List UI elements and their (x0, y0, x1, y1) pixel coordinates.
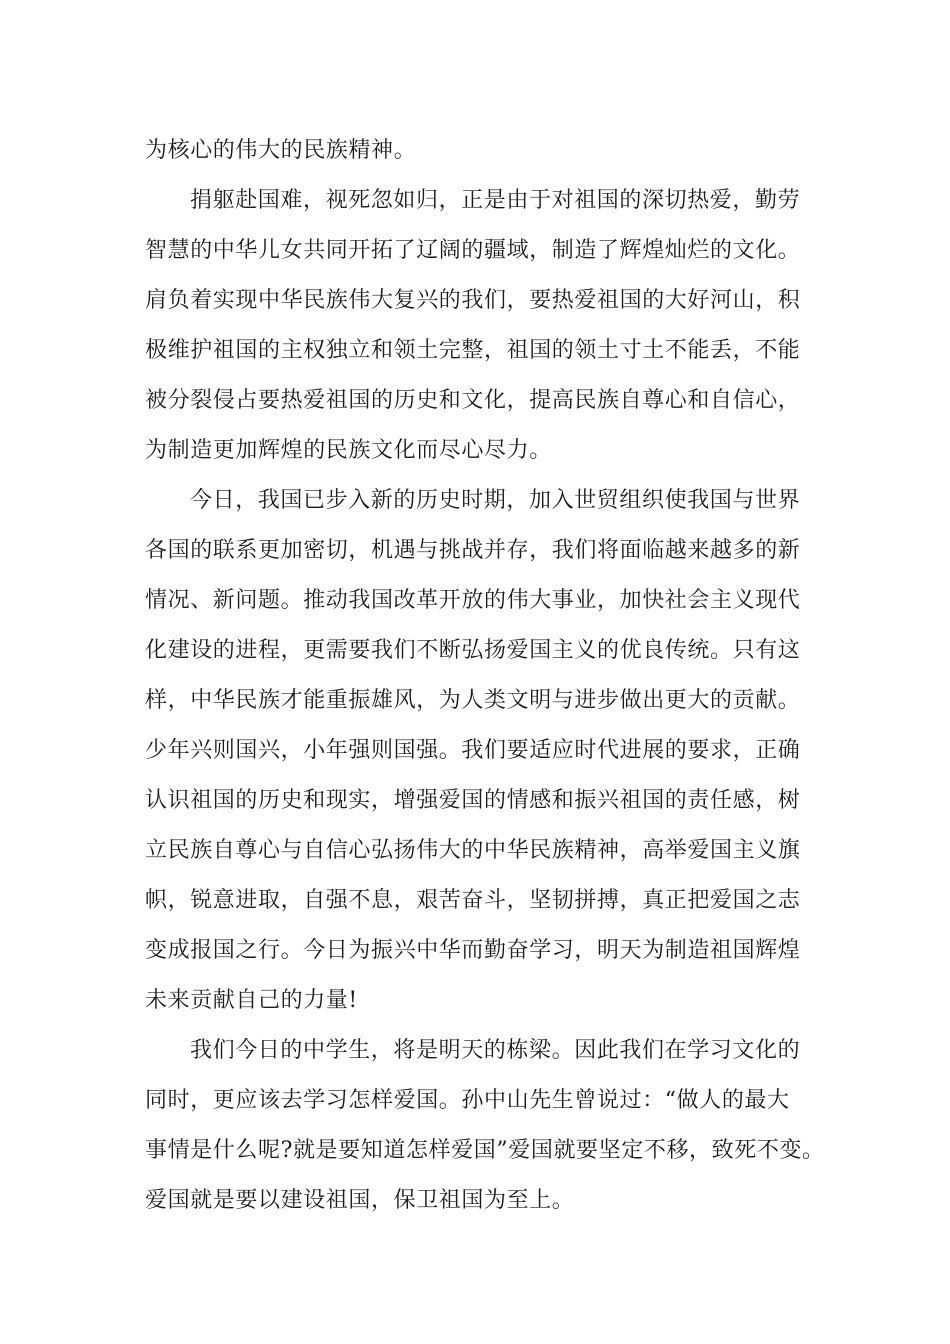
text-line: 少年兴则国兴，小年强则国强。我们要适应时代进展的要求，正确 (145, 738, 801, 763)
text-line: 为制造更加辉煌的民族文化而尽心尽力。 (145, 438, 552, 463)
text-line: 情况、新问题。推动我国改革开放的伟大事业，加快社会主义现代 (145, 588, 801, 613)
text-line: 事情是什么呢?就是要知道怎样爱国”爱国就要坚定不移，致死不变。 (145, 1138, 825, 1163)
text-line: 化建设的进程，更需要我们不断弘扬爱国主义的优良传统。只有这 (145, 638, 801, 663)
text-line: 极维护祖国的主权独立和领土完整，祖国的领土寸土不能丢，不能 (145, 338, 801, 363)
text-line: 帜，锐意进取，自强不息，艰苦奋斗，坚韧拼搏，真正把爱国之志 (145, 888, 801, 913)
paragraph-first-line: 今日，我国已步入新的历史时期，加入世贸组织使我国与世界 (190, 488, 801, 513)
text-line: 样，中华民族才能重振雄风，为人类文明与进步做出更大的贡献。 (145, 688, 801, 713)
text-line: 各国的联系更加密切，机遇与挑战并存，我们将面临越来越多的新 (145, 538, 801, 563)
text-line: 同时，更应该去学习怎样爱国。孙中山先生曾说过：“做人的最大 (145, 1088, 790, 1113)
text-line: 认识祖国的历史和现实，增强爱国的情感和振兴祖国的责任感，树 (145, 788, 801, 813)
text-line: 变成报国之行。今日为振兴中华而勤奋学习，明天为制造祖国辉煌 (145, 938, 801, 963)
text-line: 为核心的伟大的民族精神。 (145, 138, 417, 163)
text-line: 立民族自尊心与自信心弘扬伟大的中华民族精神，高举爱国主义旗 (145, 838, 801, 863)
text-line: 智慧的中华儿女共同开拓了辽阔的疆域，制造了辉煌灿烂的文化。 (145, 238, 801, 263)
text-line: 肩负着实现中华民族伟大复兴的我们，要热爱祖国的大好河山，积 (145, 288, 801, 313)
text-line: 被分裂侵占要热爱祖国的历史和文化，提高民族自尊心和自信心， (145, 388, 801, 413)
text-line: 未来贡献自己的力量! (145, 988, 358, 1013)
text-line: 爱国就是要以建设祖国，保卫祖国为至上。 (145, 1188, 575, 1213)
paragraph-first-line: 我们今日的中学生，将是明天的栋梁。因此我们在学习文化的 (190, 1038, 801, 1063)
paragraph-first-line: 捐躯赴国难，视死忽如归，正是由于对祖国的深切热爱，勤劳 (190, 188, 801, 213)
